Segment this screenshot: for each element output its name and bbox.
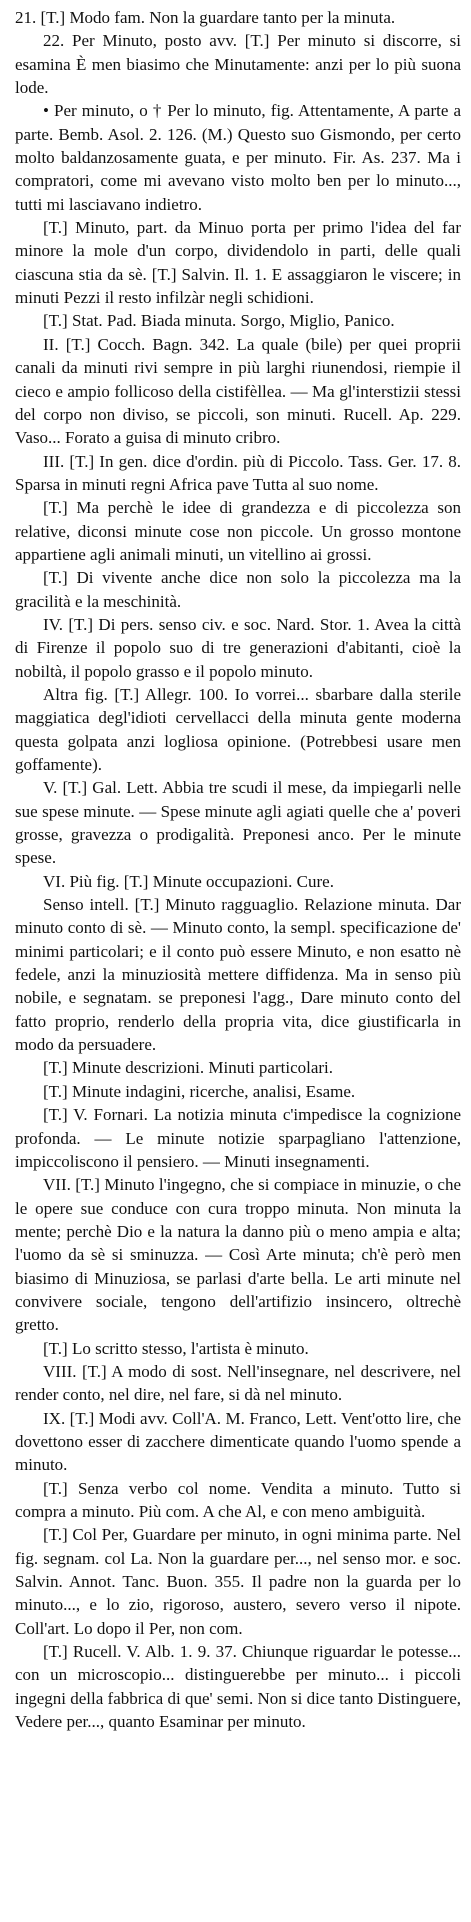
entry-per-minuto: • Per minuto, o † Per lo minuto, fig. Attentamente, A parte a parte. Bemb. Asol. 2. 126. (M.) Questo suo Gismondo, per certo molto baldanzosamente guata, e per minuto. Fir. As. 237. Ma i compratori, come mi avevano visto molto ben per lo minuto..., tutti mi lasciavano indietro. [15,101,461,214]
entry-grandezza: [T.] Ma perchè le idee di grandezza e di piccolezza son relative, diconsi minute cose non piccole. Un grosso montone appartiene agli animali minuti, un vitellino ai grossi. [15,498,461,564]
entry-v: V. [T.] Gal. Lett. Abbia tre scudi il mese, da impiegarli nelle sue spese minute. — Spese minute agli agiati quelle che a' poveri grosse, gravezza o prodigalità. Preponesi anco. Per le minute spese. [15,778,461,868]
entry-viii: VIII. [T.] A modo di sost. Nell'insegnare, nel descrivere, nel render conto, nel dire, nel fare, si dà nel minuto. [15,1361,461,1405]
entry-21: 21. [T.] Modo fam. Non la guardare tanto per la minuta. [15,8,396,27]
entry-minute-indagini: [T.] Minute indagini, ricerche, analisi, Esame. [43,1081,356,1101]
entry-rucell: [T.] Rucell. V. Alb. 1. 9. 37. Chiunque riguardar le potesse... con un microscopio... distinguerebbe per minuto... i piccoli ingegni della fabbrica di que' semi. Non si dice tanto Distinguere, Vedere per..., quanto Esaminar per minuto. [15,1642,461,1732]
entry-22: 22. Per Minuto, posto avv. [T.] Per minuto si discorre, si esamina È men biasimo che Minutamente: anzi per lo più suona lode. [15,31,461,98]
entry-vivente: [T.] Di vivente anche dice non solo la piccolezza ma la gracilità e la meschinità. [15,568,461,611]
entry-senso-intell: Senso intell. [T.] Minuto ragguaglio. Relazione minuta. Dar minuto conto di sè. — Minuto conto, la sempl. specificazione de' minimi particolari; e il conto può essere Minuto, e non esatto nè fedele, anzi la minuziosità mettere diffidenza. Ma in senso più nobile, e segnatam. se preponesi l'agg., Dare minuto conto del fatto proprio, renderlo della propria vita, dice giustificarla in modo da persuadere. [15,895,461,1055]
entry-minuto-part: [T.] Minuto, part. da Minuo porta per primo l'idea del far minore la mole d'un corpo, dividendolo in parti, delle quali ciascuna stia da sè. [T.] Salvin. Il. 1. E assaggiaron le viscere; in minuti Pezzi il resto infilzàr negli schidioni. [15,218,461,308]
entry-senza-verbo: [T.] Senza verbo col nome. Vendita a minuto. Tutto si compra a minuto. Più com. A che Al, e con meno ambiguità. [15,1478,461,1521]
entry-vi: VI. Più fig. [T.] Minute occupazioni. Cure. [43,871,334,891]
entry-iii: III. [T.] In gen. dice d'ordin. più di Piccolo. Tass. Ger. 17. 8. Sparsa in minuti regni Africa pave Tutta al suo nome. [15,451,461,494]
entry-altra-fig: Altra fig. [T.] Allegr. 100. Io vorrei... sbarbare dalla sterile maggiatica degl'idioti cervellacci della minuta gente moderna questa golpata anzi logliosa opinione. (Potrebbesi usare men goffamente). [15,684,461,774]
entry-scritto: [T.] Lo scritto stesso, l'artista è minuto. [43,1338,309,1358]
entry-ii: II. [T.] Cocch. Bagn. 342. La quale (bile) per quei proprii canali da minuti rivi sempre in più larghi riunendosi, riempie il cieco e ampio follicoso della cistifèllea. — Ma gl'interstizii stessi del corpo non diviso, se piccoli, son minuti. Rucell. Ap. 229. Vaso... Forato a guisa di minuto cribro. [15,334,461,448]
entry-col-per: [T.] Col Per, Guardare per minuto, in ogni minima parte. Nel fig. segnam. col La. Non la guardare per..., nel senso mor. e soc. Salvin. Annot. Tanc. Buon. 355. Il padre non la guarda per lo minuto..., e lo zio, rigoroso, austero, severo verso il nipote. Coll'art. Lo dopo il Per, non com. [15,1525,461,1638]
entry-stat-pad: [T.] Stat. Pad. Biada minuta. Sorgo, Miglio, Panico. [43,311,395,331]
entry-vii: VII. [T.] Minuto l'ingegno, che si compiace in minuzie, o che le opere sue conduce con cura troppo minuta. Non minuta la mente; perchè Dio e la natura la danno più o meno ampia e alta; l'uomo da sè si sminuzza. — Così Arte minuta; ch'è però men biasimo di Minuziosa, se parlasi d'arte bella. Le arti minute nel convivere sociale, tengono dell'artifizio insincero, oltrechè gretto. [15,1175,461,1335]
entry-ix: IX. [T.] Modi avv. Coll'A. M. Franco, Lett. Vent'otto lire, che dovettono esser di zacchere dimenticate quando l'uomo spende a minuto. [15,1408,461,1475]
entry-iv: IV. [T.] Di pers. senso civ. e soc. Nard. Stor. 1. Avea la città di Firenze il popolo suo di tre generazioni d'abitanti, cioè la nobiltà, il popolo grasso e il popolo minuto. [15,614,461,681]
entry-minute-descrizioni: [T.] Minute descrizioni. Minuti particolari. [43,1058,334,1078]
entry-fornari: [T.] V. Fornari. La notizia minuta c'impedisce la cognizione profonda. — Le minute notizie sparpagliano l'attenzione, impiccoliscono il pensiero. — Minuti insegnamenti. [15,1105,461,1171]
